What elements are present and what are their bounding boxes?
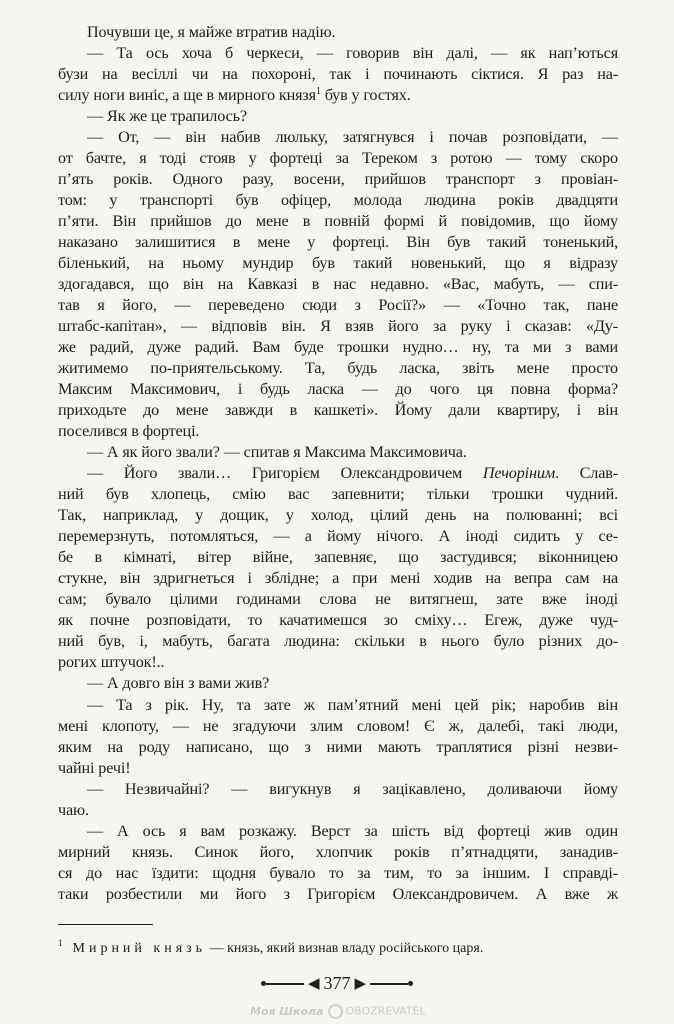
text-line: — Та ось хоча б черкеси, — говорив він далі, — як нап’ються xyxy=(87,44,618,63)
text-line: ний був хлопець, смію вас запевнити; тільки трошки чудний. xyxy=(58,485,618,504)
ornament-line xyxy=(266,983,304,985)
text-line: — Як же це трапилось? xyxy=(87,107,247,126)
text-segment: силу ноги виніс, а ще в мирного князя xyxy=(58,86,316,105)
text-line: сам; бувало цілими годинами слова не витягнеш, зате вже іноді xyxy=(58,590,618,609)
footnote-definition: — князь, який визнав владу російського царя. xyxy=(206,941,484,956)
text-line: п’ять років. Одного разу, восени, прийшов транспорт з провіан- xyxy=(58,170,618,189)
text-line: поселився в фортеці. xyxy=(58,422,200,441)
text-line: тав я його, — переведено сюди з Росії?» — «Точно так, пане xyxy=(58,296,618,315)
text-line: бе в кімнаті, вітер війне, запевняє, що застудився; віконницею xyxy=(58,548,618,567)
ornament-dot xyxy=(408,981,413,986)
footnote xyxy=(58,938,483,957)
text-line: біленький, на ньому мундир був такий новенький, що я відразу xyxy=(58,254,618,273)
text-line: — А як його звали? — спитав я Максима Максимовича. xyxy=(87,443,467,462)
text-line: ся до нас їздити: щодня бувало то за тим, то за іншим. І справді- xyxy=(58,863,618,882)
text-line: таки розбестили ми його з Григорієм Олександровичем. А вже ж xyxy=(58,884,618,903)
text-line: чаю. xyxy=(58,800,89,819)
text-line: Максим Максимович, і будь ласка — до чого ця повна форма? xyxy=(58,380,618,399)
text-line: — От, — він набив люльку, затягнувся і почав розповідати, — xyxy=(87,128,618,147)
text-line: — А ось я вам розкажу. Верст за шість від фортеці жив один xyxy=(87,821,618,840)
text-line: мені клопоту, — не згадуючи злим словом! Є ж, далебі, такі люди, xyxy=(58,716,618,735)
text-segment: . Слав- xyxy=(555,464,619,483)
text-line: Почувши це, я майже втратив надію. xyxy=(87,23,336,41)
text-line xyxy=(58,85,618,106)
text-line: чайні речі! xyxy=(58,758,131,777)
text-line: бузи на весіллі чи на похороні, так і починають сіктися. Я раз на- xyxy=(58,65,618,84)
watermark: Моя Школа OBOZREVATEL xyxy=(250,1004,426,1018)
text-line: яким на роду написано, що з ними мають траплятися різні незви- xyxy=(58,737,618,756)
text-line: здогадався, що він на Кавказі в нас недавно. «Вас, мабуть, — спи- xyxy=(58,275,618,294)
text-line: от бачте, я тоді стояв у фортеці за Тереком з ротою — тому скоро xyxy=(58,149,618,168)
text-line: — А довго він з вами жив? xyxy=(87,674,270,693)
text-line: перемерзнуть, потомляться, — а йому нічого. А іноді сидить у се- xyxy=(58,527,618,546)
text-line: п’яти. Він прийшов до мене в повній формі й повідомив, що йому xyxy=(58,212,618,231)
text-line: стукне, він здригнеться і зблідне; а при мені ходив на вепра сам на xyxy=(58,569,618,588)
text-line: ний був, і, мабуть, багата людина: скільки в нього було різних до- xyxy=(58,632,618,651)
footnote-term: Мирний князь xyxy=(72,941,207,956)
text-line: — Незвичайні? — вигукнув я зацікавлено, доливаючи йому xyxy=(87,779,618,798)
text-line: приходьте до мене завжди в кашкеті». Йому дали квартиру, і він xyxy=(58,401,618,420)
page-number: 377 xyxy=(323,973,351,993)
text-line: як почне розповідати, то качатимешся зо сміху… Егеж, дуже чуд- xyxy=(58,611,618,630)
footnote-number: 1 xyxy=(58,938,63,948)
text-line: том: у транспорті був офіцер, молода людина років двадцяти xyxy=(58,191,618,210)
footnote-ref: 1 xyxy=(315,86,321,98)
body-text xyxy=(58,22,618,905)
text-segment: був у гостях. xyxy=(320,86,411,105)
text-line: житимемо по-приятельському. Та, будь ласка, звіть мене просто xyxy=(58,359,618,378)
text-line: — Та з рік. Ну, та зате ж пам’ятний мені цей рік; наробив він xyxy=(87,695,618,714)
text-line: же радий, дуже радий. Вам буде трошки нудно… ну, та ми з вами xyxy=(58,338,618,357)
ornament-line xyxy=(370,983,408,985)
text-line: наказано залишитися в мене у фортеці. Він був такий тоненький, xyxy=(58,233,618,252)
text-line: Так, наприклад, у дощик, у холод, цілий день на полюванні; всі xyxy=(58,506,618,525)
text-line xyxy=(58,463,618,484)
right-arrow-icon: ▶ xyxy=(354,976,367,992)
footnote-divider xyxy=(58,924,153,925)
text-segment: — Його звали… Григорієм Олександровичем xyxy=(87,464,483,483)
emphasized-name: Печоріним xyxy=(482,464,556,483)
page-number-ornament xyxy=(0,973,674,994)
text-line: штабс-капітан», — відповів він. Я взяв його за руку і сказав: «Ду- xyxy=(58,317,618,336)
text-line: мирний князь. Синок його, хлопчик років п’ятнадцяти, занадив- xyxy=(58,842,618,861)
left-arrow-icon: ◀ xyxy=(307,976,320,992)
text-line: рогих штучок!.. xyxy=(58,653,165,672)
